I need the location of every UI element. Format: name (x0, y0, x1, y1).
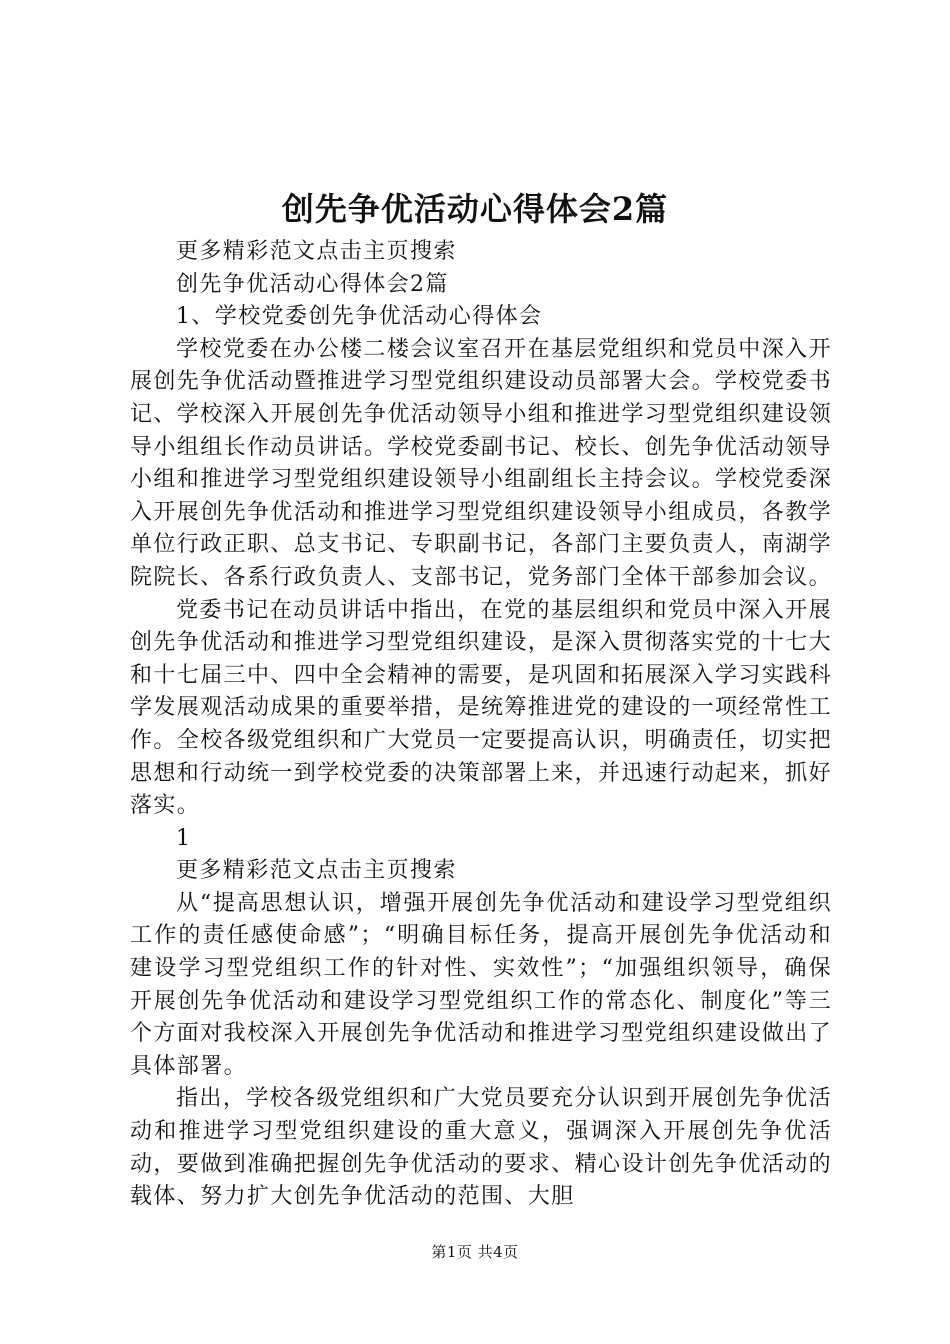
page-marker: 1 (176, 825, 192, 851)
paragraph-1: 学校党委在办公楼二楼会议室召开在基层党组织和党员中深入开展创先争优活动暨推进学习型党组织建设动员部署大会。学校党委书记、学校深入开展创先争优活动领导小组和推进学习型党组织建设领导小组组长作动员讲话。学校党委副书记、校长、创先争优活动领导小组和推进学习型党组织建设领导小组副组长主持会议。学校党委深入开展创先争优活动和推进学习型党组织建设领导小组成员，各教学单位行政正职、总支书记、专职副书记，各部门主要负责人，南湖学院院长、各系行政负责人、支部书记，党务部门全体干部参加会议。 (130, 336, 833, 590)
paragraph-3: 从“提高思想认识，增强开展创先争优活动和建设学习型党组织工作的责任感使命感”；“明确目标任务，提高开展创先争优活动和建设学习型党组织工作的针对性、实效性”；“加强组织领导，确保开展创先争优活动和建设学习型党组织工作的常态化、制度化”等三个方面对我校深入开展创先争优活动和推进学习型党组织建设做出了具体部署。 (130, 890, 833, 1079)
page-footer: 第1页 共4页 (431, 1243, 519, 1261)
promo-line-repeat: 更多精彩范文点击主页搜索 (176, 858, 457, 884)
document-body (130, 236, 832, 1214)
document-title: 创先争优活动心得体会2篇 (281, 190, 669, 228)
paragraph-2: 党委书记在动员讲话中指出，在党的基层组织和党员中深入开展创先争优活动和推进学习型党组织建设，是深入贯彻落实党的十七大和十七届三中、四中全会精神的需要，是巩固和拓展深入学习实践科学发展观活动成果的重要举措，是统筹推进党的建设的一项经常性工作。全校各级党组织和广大党员一定要提高认识，明确责任，切实把思想和行动统一到学校党委的决策部署上来，并迅速行动起来，抓好落实。 (130, 597, 833, 819)
promo-line: 更多精彩范文点击主页搜索 (176, 239, 457, 264)
section-heading: 1、学校党委创先争优活动心得体会 (176, 304, 543, 330)
subtitle-line: 创先争优活动心得体会2篇 (176, 271, 449, 297)
paragraph-4: 指出，学校各级党组织和广大党员要充分认识到开展创先争优活动和推进学习型党组织建设的重大意义，强调深入开展创先争优活动，要做到准确把握创先争优活动的要求、精心设计创先争优活动的载体、努力扩大创先争优活动的范围、大胆 (130, 1086, 833, 1210)
